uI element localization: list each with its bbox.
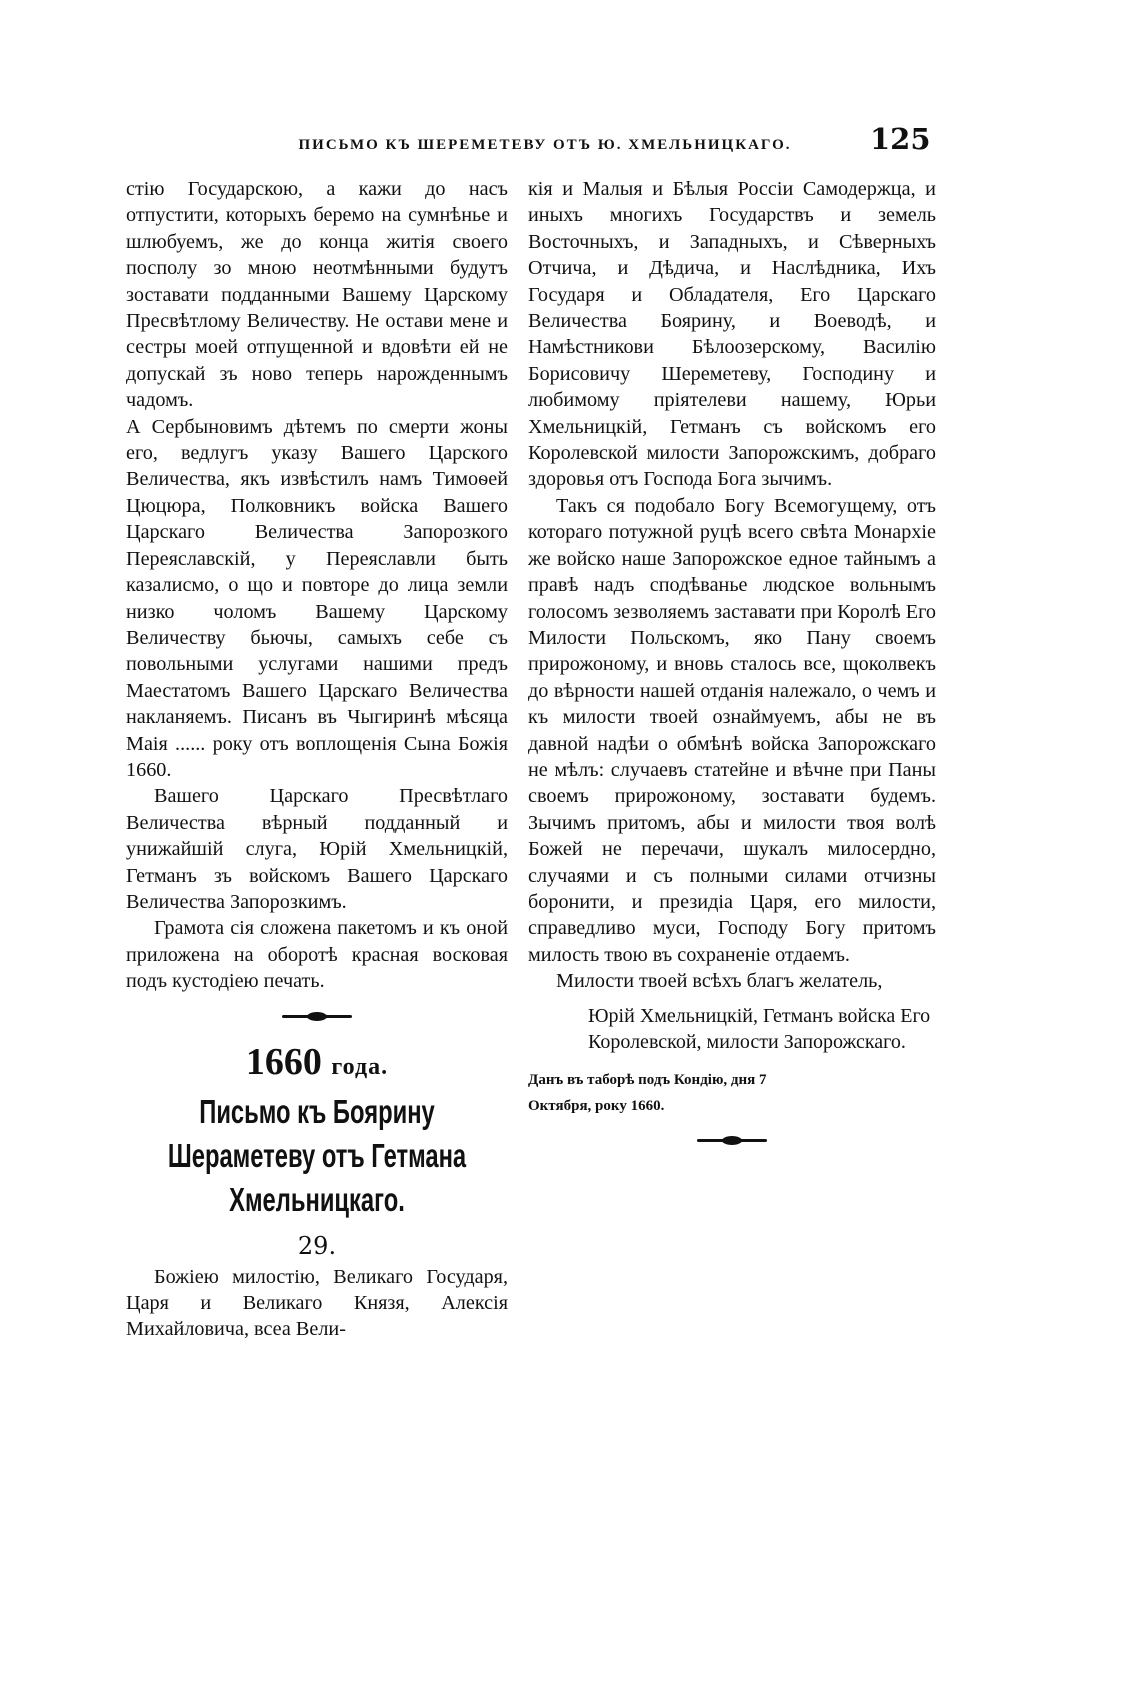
- paragraph: кія и Малыя и Бѣлыя Россіи Самодержца, и иныхъ многихъ Государствъ и земель Восточныхъ, и Западныхъ, и Сѣверныхъ Отчича, и Дѣдича, и Наслѣдника, Ихъ Государя и Обладателя, Его Царскаго Величества Боярину, и Воеводѣ, и Намѣстникови Бѣлоозерскому, Василію Борисовичу Шереметеву, Господину и любимому пріятелеви нашему, Юрьи Хмельницкій, Гетманъ съ войскомъ его Королевской милости Запорожскимъ, добраго здоровья отъ Господа Бога зычимъ.: [528, 178, 936, 491]
- section-divider: [697, 1139, 767, 1142]
- paragraph: Вашего Царскаго Пресвѣтлаго Величества вѣрный подданный и унижайшій слуга, Юрій Хмельницкій, Гетманъ зъ войскомъ Вашего Царскаго Величества Запорозкимъ.: [126, 785, 508, 913]
- paragraph: Божіею милостію, Великаго Государя, Царя и Великаго Князя, Алексія Михайловича, всеа Вели-: [126, 1265, 508, 1341]
- paragraph: Такъ ся подобало Богу Всемогущему, отъ котораго потужной руцѣ всего свѣта Монархіе же войско наше Запорожское едное тайнымъ а правѣ надъ сподѣванье людское вольнымъ голосомъ зезволяемъ заставати при Королѣ Его Милости Польскомъ, яко Пану своемъ прирожоному, и вновь сталось все, щоколвекъ до вѣрности нашей отданія належало, о чемъ и къ милости твоей ознаймуемъ, абы не въ давной надѣи о обмѣнѣ войска Запорожскаго не мѣлъ: случаевъ статейне и вѣчне при Паны своемъ прирожоному, зоставати будемъ. Зычимъ притомъ, абы и милости твоя волѣ Божей не перечачи, шукалъ милосердно, случаями и съ полными силами отчизны боронити, и президіа Царя, его милости, справедливо муси, Господу Богу притомъ милость твою въ сохраненіе отдаемъ.: [528, 494, 936, 966]
- year-word: года.: [331, 1053, 389, 1080]
- paragraph: стію Государскою, а кажи до насъ отпустити, которыхъ беремо на сумнѣнье и шлюбуемъ, же до конца житія своего посполу зо мною неотмѣнными будутъ зоставати подданными Вашему Царскому Пресвѣтлому Величеству. Не остави мене и сестры моей отпущенной и вдовѣти ей не допускай зъ ново теперь нарожденнымъ чадомъ.: [126, 178, 508, 412]
- section-year: [126, 1040, 508, 1084]
- page-header: [220, 122, 930, 156]
- document-number: 29.: [297, 1231, 337, 1260]
- year-number: 1660: [245, 1040, 322, 1083]
- page-number: 125: [870, 122, 931, 156]
- paragraph: Грамота сія сложена пакетомъ и къ оной приложена на оборотѣ красная восковая подъ кустодіею печать.: [126, 917, 508, 993]
- closing-line: Милости твоей всѣхъ благъ желатель,: [556, 970, 883, 993]
- paragraph: А Сербыновимъ дѣтемъ по смерти жоны его, ведлугъ указу Вашего Царского Величества, якъ извѣстилъ намъ Тимоѳей Цюцюра, Полковникъ войска Вашего Царскаго Величества Запорозкого Переяславскій, у Переяславли быть казалисмо, о що и повторе до лица земли низко чоломъ Вашему Царскому Величеству бьючы, самыхъ себе съ повольными услугами нашими предъ Маестатомъ Вашего Царскаго Величества накланяемъ. Писанъ въ Чыгиринѣ мѣсяца Маія ...... року отъ воплощенія Сына Божія 1660.: [126, 415, 508, 781]
- left-column: [126, 176, 508, 1343]
- document-title: Письмо къ Боярину Шераметеву отъ Гетмана Хмельницкаго.: [167, 1092, 467, 1218]
- date-place-note: Данъ въ таборѣ подъ Кондію, дня 7 Октября, року 1660.: [528, 1071, 767, 1114]
- section-divider: [282, 1015, 352, 1018]
- right-column: [528, 176, 936, 1164]
- signature: Юрій Хмельницкій, Гетманъ войска Его Королевской, милости Запорожскаго.: [588, 1004, 931, 1053]
- running-title: ПИСЬМО КЪ ШЕРЕМЕТЕВУ ОТЪ Ю. ХМЕЛЬНИЦКАГО.: [298, 137, 792, 153]
